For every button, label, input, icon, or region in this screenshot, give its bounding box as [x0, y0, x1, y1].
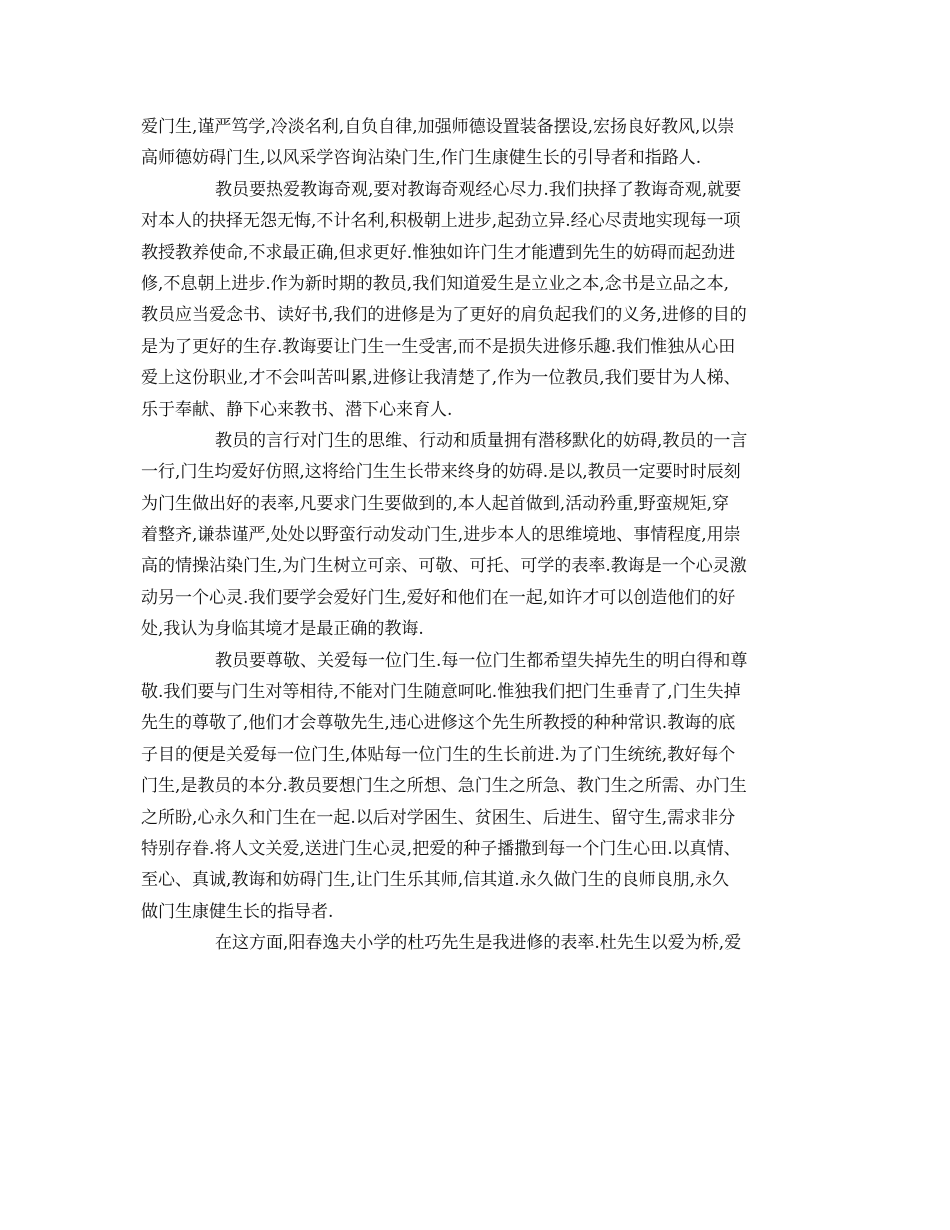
text-line: 之所盼,心永久和门生在一起.以后对学困生、贫困生、后进生、留守生,需求非分	[141, 807, 736, 828]
text-line: 修,不息朝上进步.作为新时期的教员,我们知道爱生是立业之本,念书是立品之本,	[141, 273, 730, 294]
text-line: 为门生做出好的表率,凡要求门生要做到的,本人起首做到,活动矜重,野蛮规矩,穿	[141, 493, 730, 514]
text-line: 敬.我们要与门生对等相待,不能对门生随意呵叱.惟独我们把门生垂青了,门生失掉	[141, 682, 741, 703]
document-body	[141, 112, 813, 960]
paragraph	[141, 112, 813, 175]
text-line: 爱上这份职业,才不会叫苦叫累,进修让我清楚了,作为一位教员,我们要甘为人梯、	[141, 368, 741, 389]
text-line: 乐于奉献、静下心来教书、潜下心来育人.	[141, 399, 453, 420]
text-line: 处,我认为身临其境才是最正确的教诲.	[141, 619, 424, 640]
paragraph	[141, 175, 813, 426]
text-line: 一行,门生均爱好仿照,这将给门生生长带来终身的妨碍.是以,教员一定要时时辰刻	[141, 462, 741, 483]
text-line: 子目的便是关爱每一位门生,体贴每一位门生的生长前进.为了门生统统,教好每个	[141, 744, 736, 765]
text-line: 教员要热爱教诲奇观,要对教诲奇观经心尽力.我们抉择了教诲奇观,就要	[215, 179, 742, 200]
text-line: 动另一个心灵.我们要学会爱好门生,爱好和他们在一起,如许才可以创造他们的好	[141, 587, 736, 608]
text-line: 爱门生,谨严笃学,冷淡名利,自负自律,加强师德设置装备摆设,宏扬良好教风,以崇	[141, 117, 735, 137]
text-line: 高师德妨碍门生,以风采学咨询沾染门生,作门生康健生长的引导者和指路人.	[141, 148, 702, 169]
paragraph	[141, 646, 813, 929]
paragraph	[141, 426, 813, 646]
text-line: 至心、真诚,教诲和妨碍门生,让门生乐其师,信其道.永久做门生的良师良朋,永久	[141, 870, 730, 891]
text-line: 先生的尊敬了,他们才会尊敬先生,违心进修这个先生所教授的种种常识.教诲的底	[141, 713, 736, 734]
text-line: 教员应当爱念书、读好书,我们的进修是为了更好的肩负起我们的义务,进修的目的	[141, 305, 747, 326]
text-line: 做门生康健生长的指导者.	[141, 901, 334, 922]
text-line: 着整齐,谦恭谨严,处处以野蛮行动发动门生,进步本人的思维境地、事情程度,用崇	[141, 525, 741, 546]
text-line: 门生,是教员的本分.教员要想门生之所想、急门生之所急、教门生之所需、办门生	[141, 776, 747, 797]
text-line: 教员的言行对门生的思维、行动和质量拥有潜移默化的妨碍,教员的一言	[215, 430, 748, 451]
text-line: 特别存眷.将人文关爱,送进门生心灵,把爱的种子播撒到每一个门生心田.以真情、	[141, 838, 741, 859]
paragraph	[141, 928, 813, 959]
text-line: 教员要尊敬、关爱每一位门生.每一位门生都希望失掉先生的明白得和尊	[215, 650, 748, 671]
text-line: 是为了更好的生存.教诲要让门生一生受害,而不是损失进修乐趣.我们惟独从心田	[141, 336, 736, 357]
text-line: 高的情操沾染门生,为门生树立可亲、可敬、可托、可学的表率.教诲是一个心灵激	[141, 556, 747, 577]
text-line: 在这方面,阳春逸夫小学的杜巧先生是我进修的表率.杜先生以爱为桥,爱	[215, 933, 742, 954]
text-line: 对本人的抉择无怨无悔,不计名利,积极朝上进步,起劲立异.经心尽责地实现每一项	[141, 211, 741, 232]
text-line: 教授教养使命,不求最正确,但求更好.惟独如许门生才能遭到先生的妨碍而起劲进	[141, 242, 736, 263]
